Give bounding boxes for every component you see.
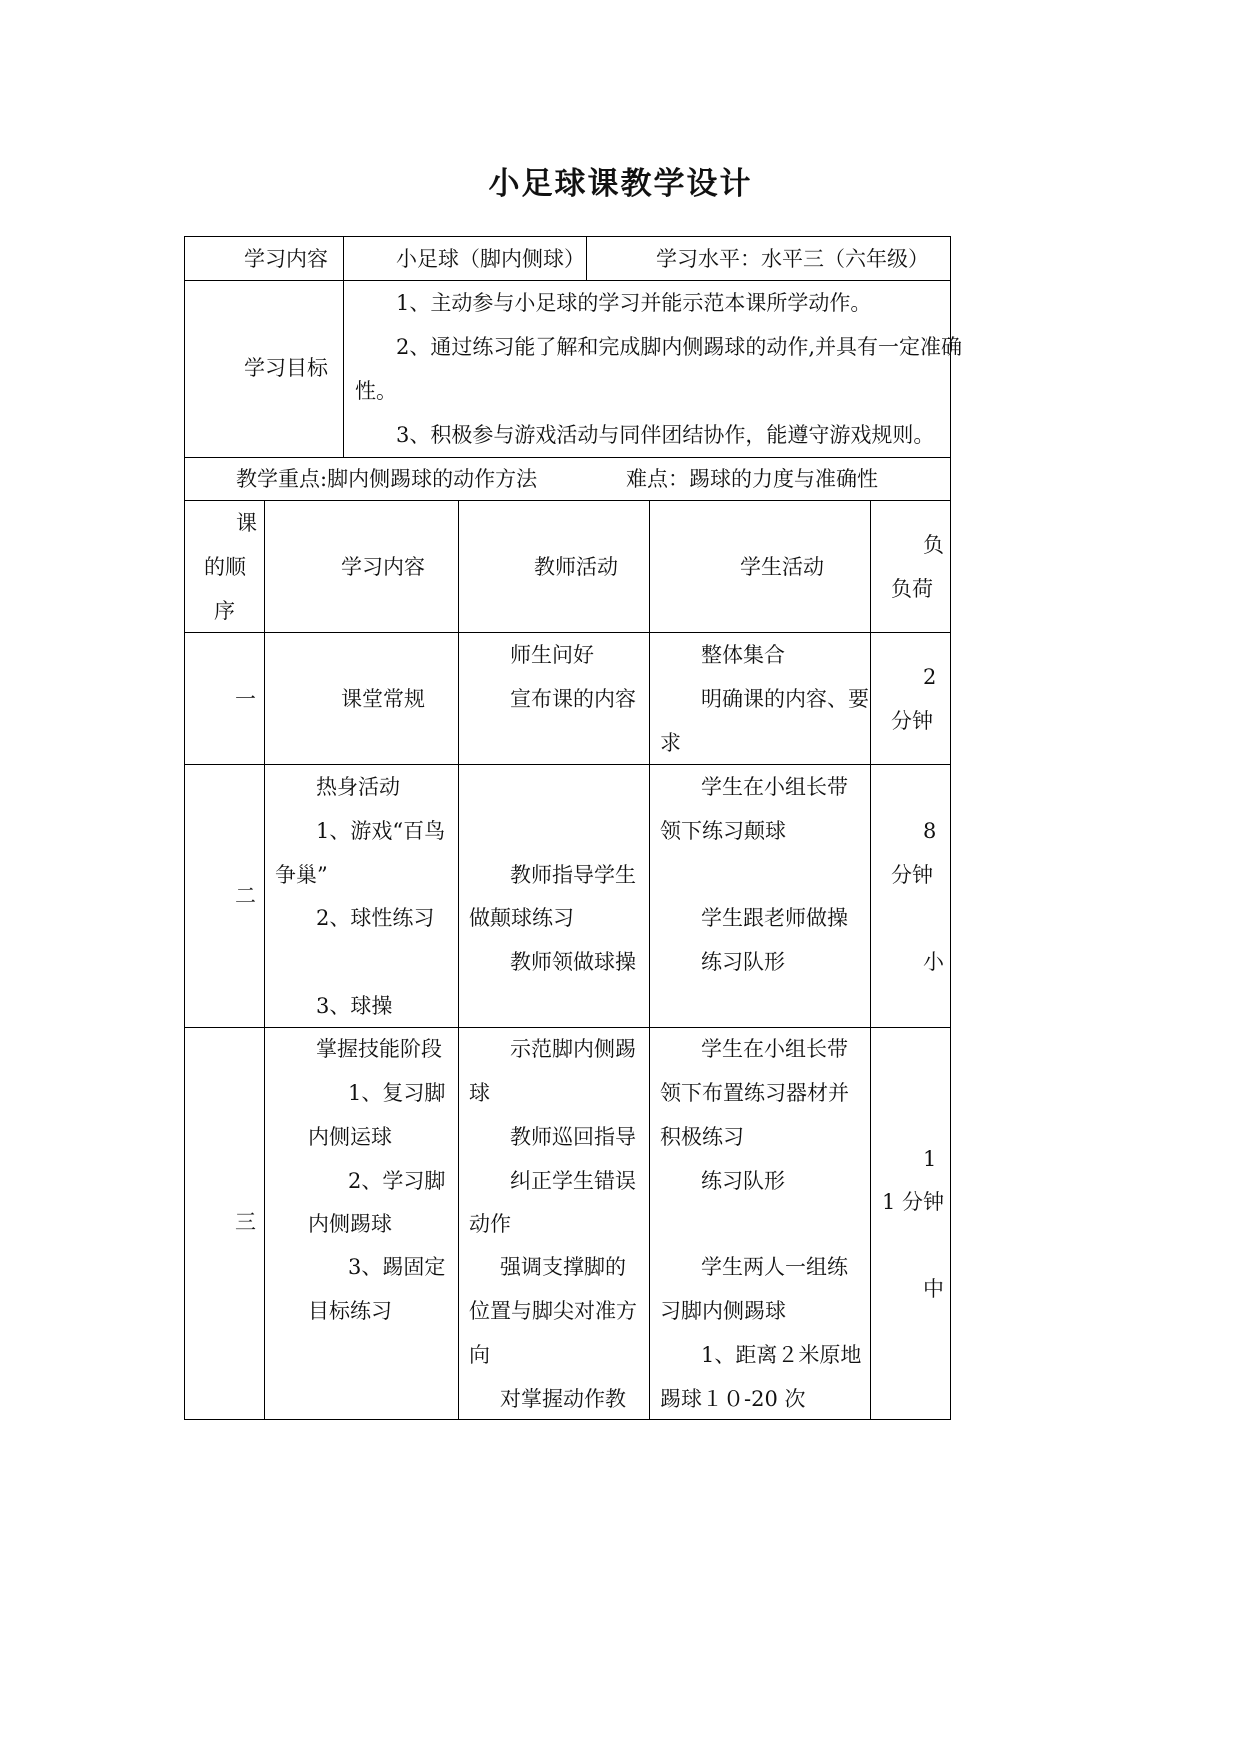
row2-teacher-2: 做颠球练习 — [469, 906, 574, 930]
row3-content-7: 目标练习 — [308, 1299, 392, 1323]
content-label: 学习内容 — [244, 247, 328, 271]
row3-load-2: 1 分钟 — [882, 1190, 945, 1214]
row3-teacher-2: 球 — [469, 1081, 490, 1105]
row2-teacher-1: 教师指导学生 — [510, 863, 636, 887]
row3-teacher-6: 强调支撑脚的 — [500, 1255, 626, 1279]
row3-teacher-3: 教师巡回指导 — [510, 1125, 636, 1149]
row3-content-2: 1、复习脚 — [348, 1081, 446, 1105]
row2-student-1: 学生在小组长带 — [701, 775, 848, 799]
row3-student-3: 积极练习 — [660, 1125, 744, 1149]
row3-load-3: 中 — [923, 1277, 944, 1301]
level-text: 学习水平：水平三（六年级） — [656, 247, 929, 271]
header-student: 学生活动 — [740, 555, 824, 579]
row2-content-5: 3、球操 — [316, 994, 393, 1018]
row2-content-1: 热身活动 — [316, 775, 400, 799]
row3-content-6: 3、踢固定 — [348, 1255, 446, 1279]
row2-student-2: 领下练习颠球 — [660, 819, 786, 843]
row3-seq: 三 — [235, 1210, 256, 1234]
row3-student-6: 习脚内侧踢球 — [660, 1299, 786, 1323]
goal-item-3: 3、积极参与游戏活动与同伴团结协作，能遵守游戏规则。 — [396, 423, 935, 447]
header-order-2: 的顺 — [204, 555, 246, 579]
row1-student-3: 求 — [660, 731, 681, 755]
row3-teacher-1: 示范脚内侧踢 — [510, 1037, 636, 1061]
row3-student-5: 学生两人一组练 — [701, 1255, 848, 1279]
row3-student-1: 学生在小组长带 — [701, 1037, 848, 1061]
header-content: 学习内容 — [341, 555, 425, 579]
row2-content-3: 争巢” — [275, 863, 328, 887]
row3-student-2: 领下布置练习器材并 — [660, 1081, 849, 1105]
row3-teacher-8: 向 — [469, 1343, 490, 1367]
row1-student-2: 明确课的内容、要 — [701, 687, 869, 711]
row1-load-1: 2 — [923, 665, 937, 689]
header-order-1: 课 — [236, 511, 257, 535]
row3-content-4: 2、学习脚 — [348, 1169, 446, 1193]
row2-student-4: 练习队形 — [701, 950, 785, 974]
goal-item-1: 1、主动参与小足球的学习并能示范本课所学动作。 — [396, 291, 872, 315]
row2-student-3: 学生跟老师做操 — [701, 906, 848, 930]
row3-teacher-5: 动作 — [469, 1212, 511, 1236]
row3-content-1: 掌握技能阶段 — [316, 1037, 442, 1061]
row1-teacher-1: 师生问好 — [510, 643, 594, 667]
goal-item-2b: 性。 — [355, 379, 397, 403]
row3-content-3: 内侧运球 — [308, 1125, 392, 1149]
row2-content-2: 1、游戏“百鸟 — [316, 819, 446, 843]
row3-teacher-7: 位置与脚尖对准方 — [469, 1299, 637, 1323]
content-value: 小足球（脚内侧球） — [396, 247, 585, 271]
row3-teacher-9: 对掌握动作教 — [500, 1387, 626, 1411]
row1-teacher-2: 宣布课的内容 — [510, 687, 636, 711]
row2-load-2: 分钟 — [891, 863, 933, 887]
header-order-3: 序 — [214, 599, 235, 623]
goals-label: 学习目标 — [244, 356, 328, 380]
difficulty-text: 难点：踢球的力度与准确性 — [626, 467, 878, 491]
row2-load-3: 小 — [923, 950, 944, 974]
header-load-1: 负 — [923, 533, 944, 557]
row2-content-4: 2、球性练习 — [316, 906, 435, 930]
row2-seq: 二 — [235, 884, 256, 908]
goal-item-2a: 2、通过练习能了解和完成脚内侧踢球的动作,并具有一定准确 — [396, 335, 963, 359]
row3-student-8: 踢球１０-20 次 — [660, 1387, 806, 1411]
row1-seq: 一 — [235, 687, 256, 711]
row1-load-2: 分钟 — [891, 709, 933, 733]
header-load-2: 负荷 — [891, 577, 933, 601]
row3-load-1: 1 — [923, 1147, 937, 1171]
row3-content-5: 内侧踢球 — [308, 1212, 392, 1236]
row3-student-4: 练习队形 — [701, 1169, 785, 1193]
row2-load-1: 8 — [923, 819, 937, 843]
header-teacher: 教师活动 — [534, 555, 618, 579]
row3-teacher-4: 纠正学生错误 — [510, 1169, 636, 1193]
row1-student-1: 整体集合 — [701, 643, 785, 667]
row3-student-7: 1、距离２米原地 — [701, 1343, 862, 1367]
document-title: 小足球课教学设计 — [488, 166, 753, 202]
row1-content: 课堂常规 — [341, 687, 425, 711]
row2-teacher-3: 教师领做球操 — [510, 950, 636, 974]
focus-text: 教学重点:脚内侧踢球的动作方法 — [236, 467, 538, 491]
